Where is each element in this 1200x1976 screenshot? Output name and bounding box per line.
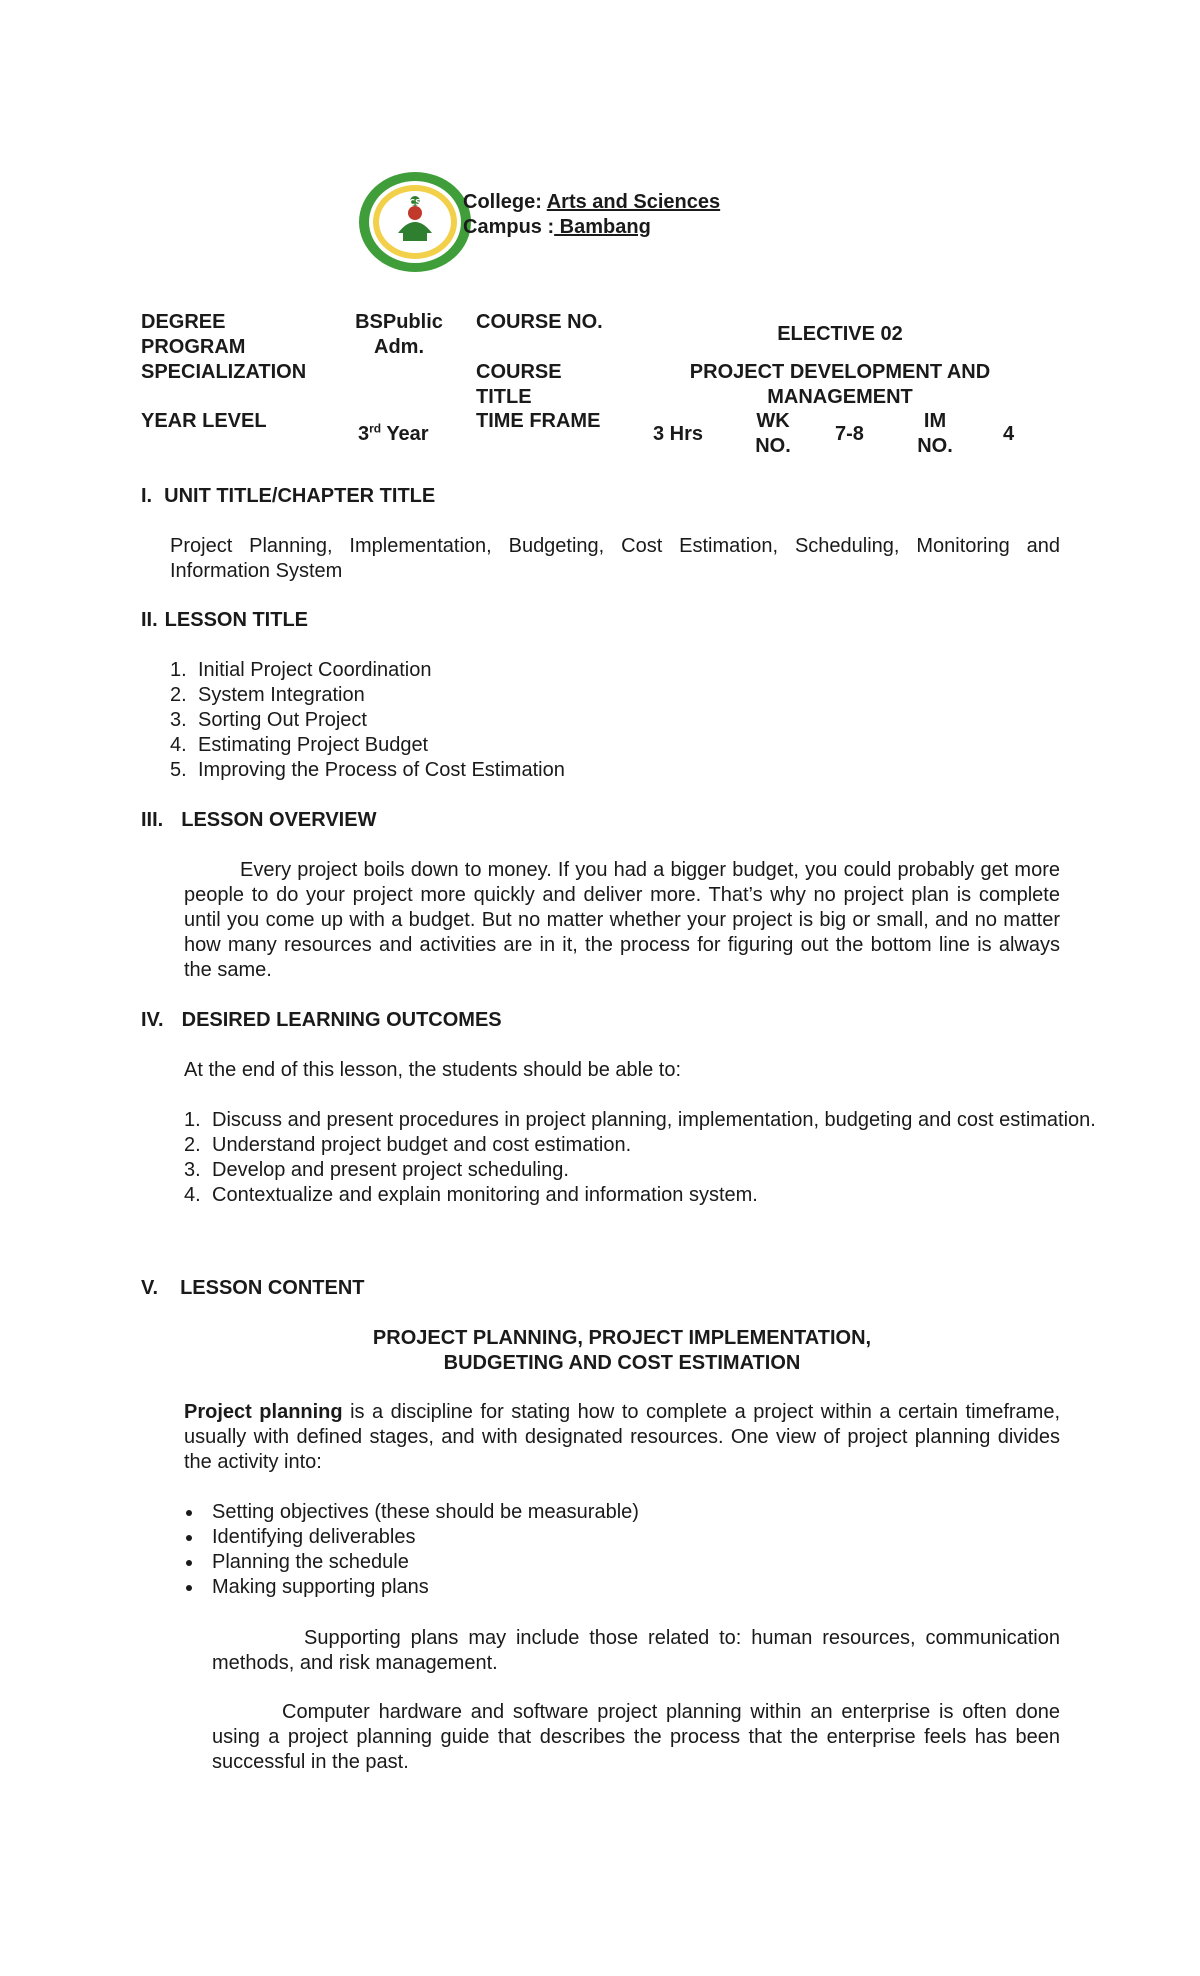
wk-no-value: 7-8 (835, 423, 864, 445)
project-planning-term: Project planning (184, 1401, 343, 1423)
bullet-icon (186, 1535, 192, 1541)
list-item: 1. Initial Project Coordination (170, 659, 432, 681)
activities-list (184, 1500, 1060, 1600)
list-item: Identifying deliverables (184, 1525, 1060, 1550)
computer-planning-paragraph: Computer hardware and software project planning within an enterprise is often done using a project planning guide that describes the process that the enterprise feels has been successful in the past. (212, 1701, 1060, 1773)
wk-no-label: WK NO. (755, 410, 791, 457)
college-seal-logo (358, 171, 472, 273)
bullet-icon (186, 1510, 192, 1516)
bullet-icon (186, 1560, 192, 1566)
im-no-value: 4 (1003, 423, 1015, 445)
section-4-heading: IV. DESIRED LEARNING OUTCOMES (141, 1009, 502, 1031)
course-no-label: COURSE NO. (476, 311, 603, 333)
list-item: 1. Discuss and present procedures in project planning, implementation, budgeting and cost estimation. (184, 1109, 1096, 1131)
bullet-icon (186, 1585, 192, 1591)
content-heading: PROJECT PLANNING, PROJECT IMPLEMENTATION, BUDGETING AND COST ESTIMATION (372, 1327, 872, 1374)
outcomes-list (184, 1108, 1096, 1208)
year-level-value: 3rd Year (358, 421, 429, 445)
campus-value: Bambang (554, 216, 651, 238)
list-item: 3. Develop and present project scheduling. (184, 1159, 569, 1181)
section-3-heading: III. LESSON OVERVIEW (141, 809, 377, 831)
time-frame-label: TIME FRAME (476, 410, 601, 432)
project-planning-paragraph: Project planning is a discipline for stating how to complete a project within a certain timeframe, usually with defined stages, and with designated resources. One view of project planning divides the activity into: (184, 1401, 1061, 1473)
college-value: Arts and Sciences (546, 191, 721, 213)
im-no-label: IM NO. (917, 410, 953, 457)
supporting-plans-paragraph: Supporting plans may include those related to: human resources, communication methods, and risk management. (212, 1627, 1060, 1674)
unit-title-text: Project Planning, Implementation, Budgeting, Cost Estimation, Scheduling, Monitoring and Information System (170, 535, 1060, 582)
seal-initials: CS (409, 198, 421, 207)
course-title-label: COURSE TITLE (476, 361, 562, 408)
list-item: 2. Understand project budget and cost estimation. (184, 1134, 632, 1156)
outcomes-intro: At the end of this lesson, the students should be able to: (184, 1059, 682, 1081)
list-item: 4. Estimating Project Budget (170, 734, 429, 756)
degree-label: DEGREE PROGRAM (141, 311, 246, 358)
time-frame-value: 3 Hrs (653, 423, 704, 445)
college-line (463, 190, 720, 215)
list-item: 4. Contextualize and explain monitoring and information system. (184, 1184, 758, 1206)
section-2-heading: II. LESSON TITLE (141, 609, 309, 631)
campus-line (463, 215, 651, 240)
section-1-heading: I. UNIT TITLE/CHAPTER TITLE (141, 485, 436, 507)
list-item: Making supporting plans (184, 1575, 1060, 1600)
list-item: Planning the schedule (184, 1550, 1060, 1575)
campus-label: Campus : (463, 216, 555, 238)
lesson-title-list (170, 658, 1060, 783)
specialization-label: SPECIALIZATION (141, 361, 307, 383)
list-item: 2. System Integration (170, 684, 365, 706)
lesson-overview-text: Every project boils down to money. If you had a bigger budget, you could probably get more people to do your project more quickly and deliver more. That’s why no project plan is complete until you come up with a budget. But no matter whether your project is big or small, and no matter how many resources and activities are in it, the process for figuring out the bottom line is always the same. (184, 859, 1060, 981)
year-level-label: YEAR LEVEL (141, 410, 267, 432)
course-title-value: PROJECT DEVELOPMENT AND MANAGEMENT (689, 361, 991, 408)
section-5-heading: V. LESSON CONTENT (141, 1277, 365, 1299)
list-item: 3. Sorting Out Project (170, 709, 367, 731)
list-item: Setting objectives (these should be measurable) (184, 1500, 1060, 1525)
degree-value: BSPublic Adm. (355, 311, 443, 358)
list-item: 5. Improving the Process of Cost Estimation (170, 759, 565, 781)
course-no-value: ELECTIVE 02 (777, 323, 903, 345)
college-label: College: (463, 191, 542, 213)
